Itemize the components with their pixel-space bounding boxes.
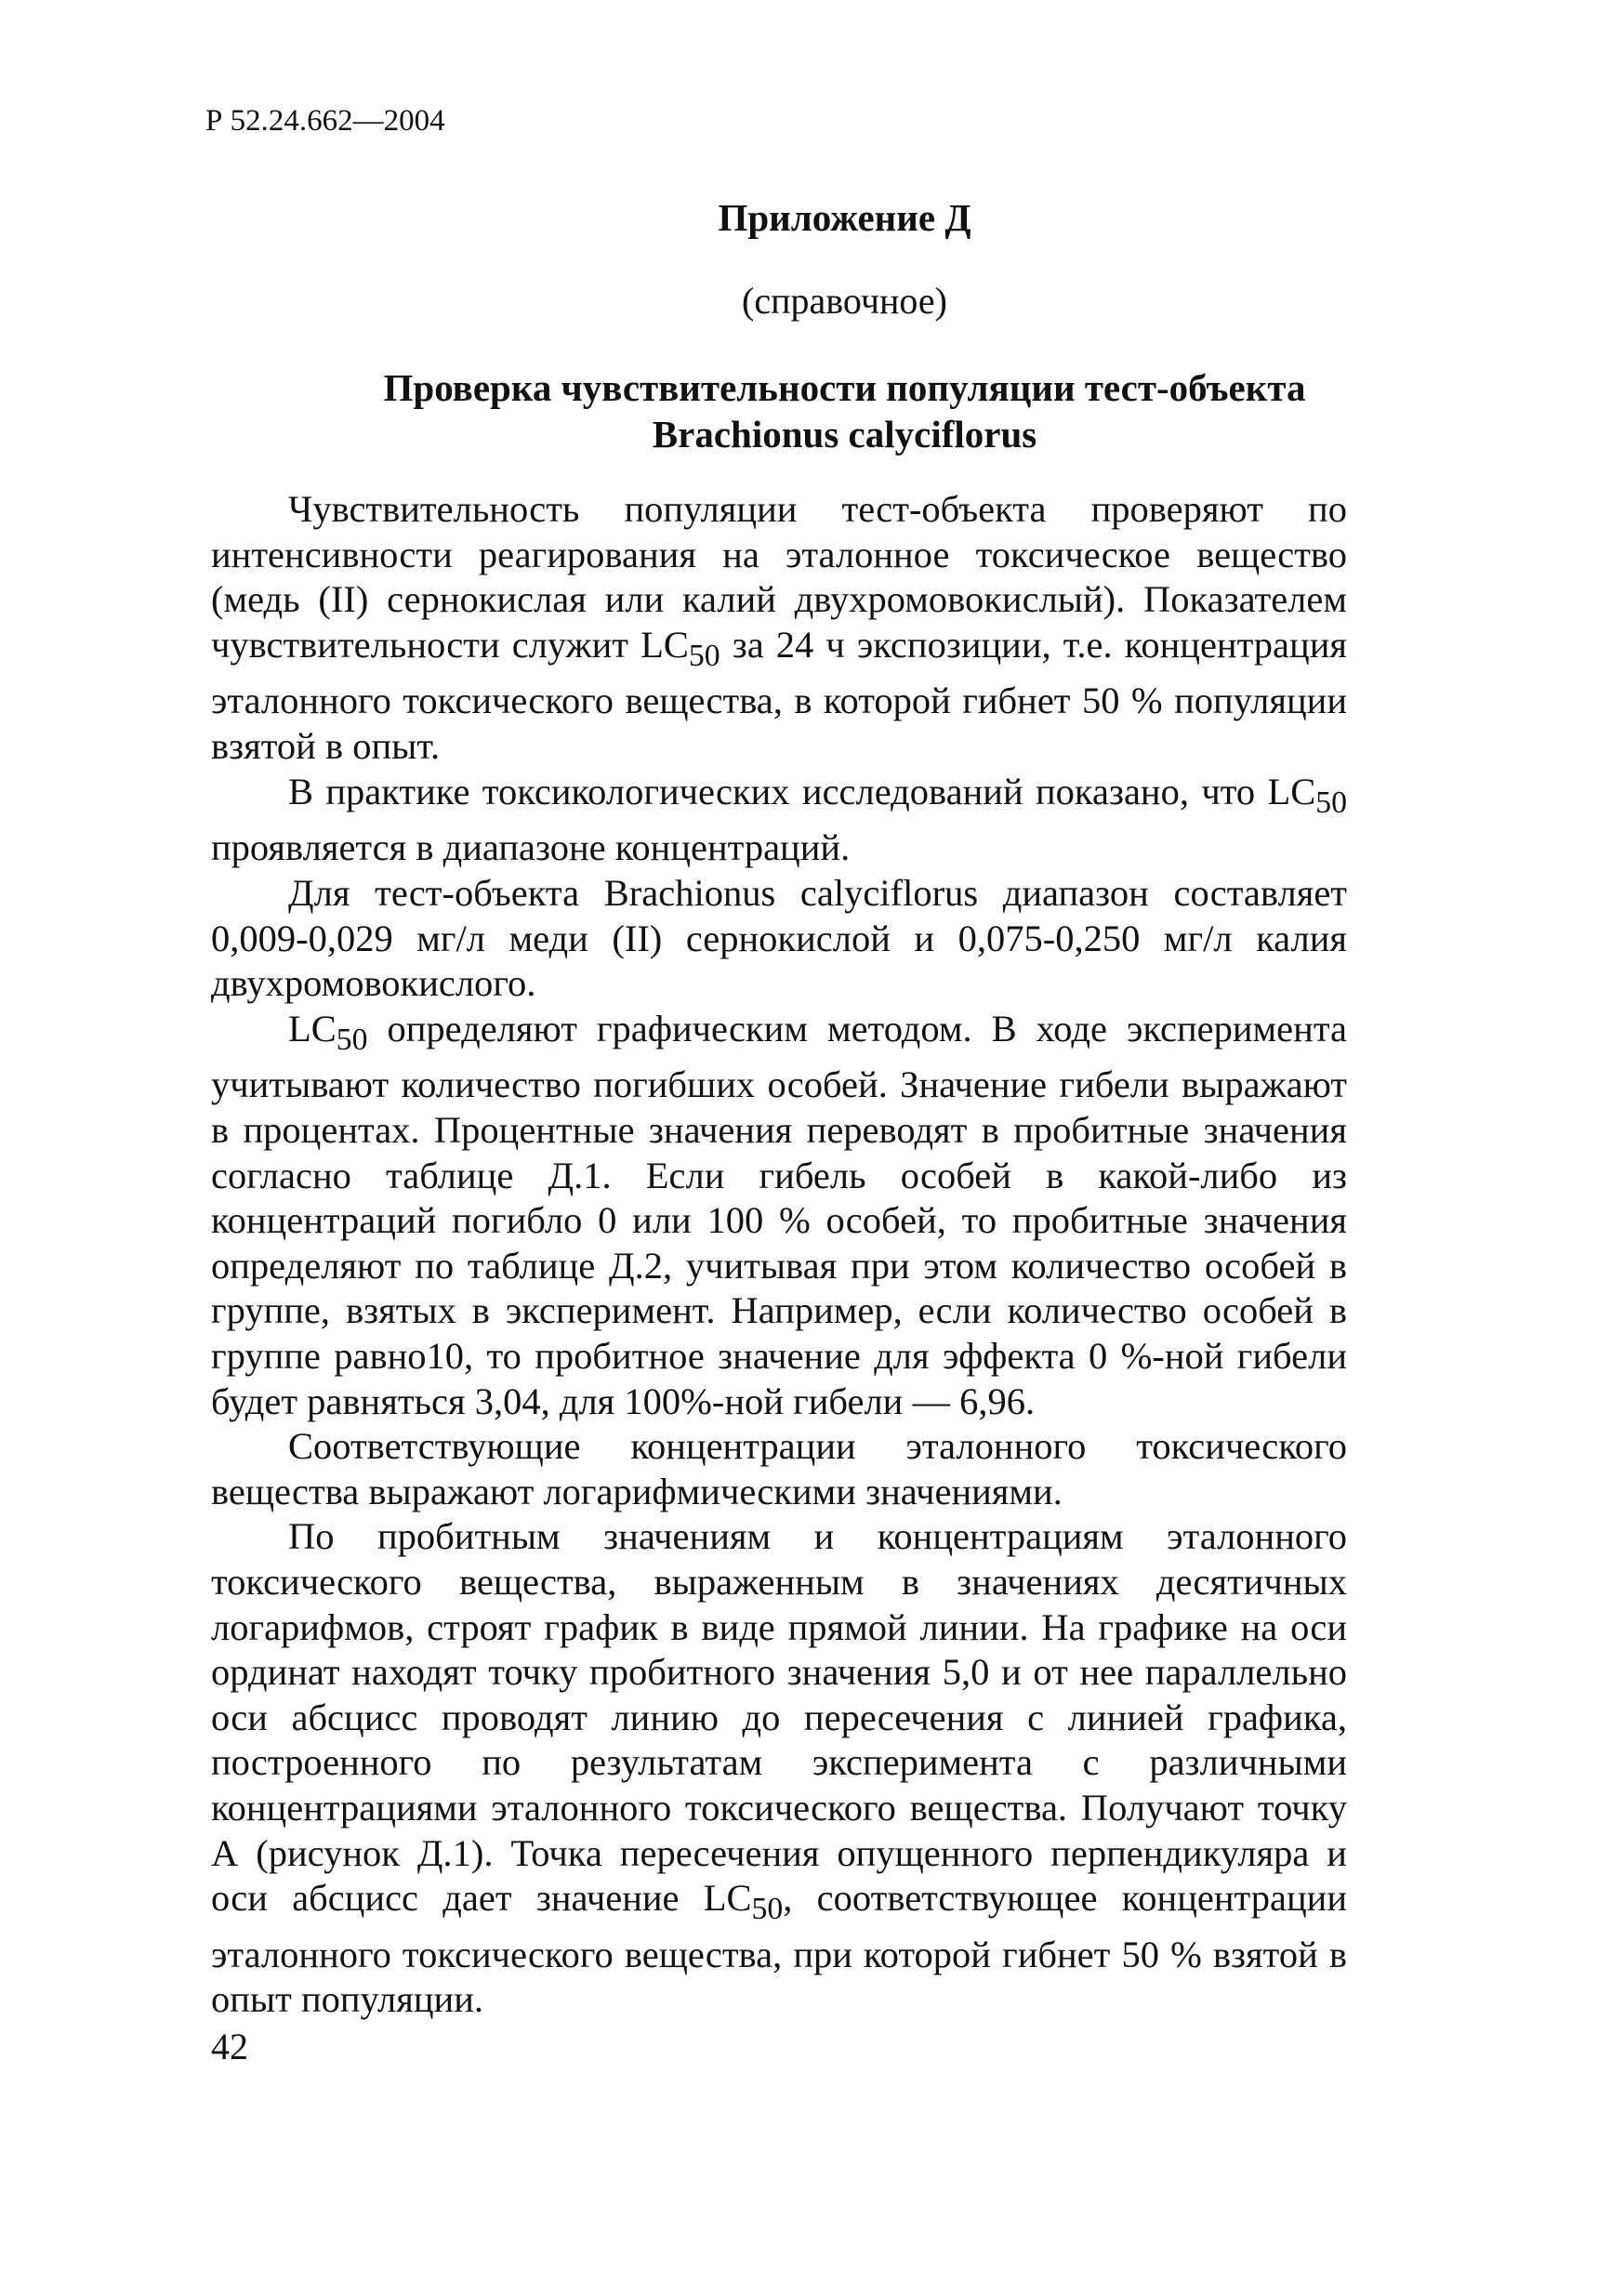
paragraph-text: определяют графическим методом. В ходе эксперимента учитывают количество погибших особей. Значение гибели выражают в процентах. Процентные значения переводят в пробитные значения согласно таблице Д.1. Если гибель особей в какой-либо из концентраций погибло 0 или 100 % особей, то пробитные значения определяют по таблице Д.2, учитывая при этом количество особей в группе, взятых в эксперимент. Например, если количество особей в группе равно10, то пробитное значение для эффекта 0 %-ной гибели будет равняться 3,04, для 100%-ной гибели — 6,96. [211, 1007, 1347, 1422]
paragraph-practice [211, 770, 1347, 871]
paragraph-text: проявляется в диапазоне концентраций. [211, 826, 851, 869]
appendix-title: Приложение Д [718, 196, 971, 239]
subscript: 50 [1315, 785, 1347, 820]
paragraph-text: LC [288, 1007, 337, 1050]
section-heading-line-1: Проверка чувствительности популяции тест-объекта [383, 366, 1306, 409]
paragraph-text: Для тест-объекта Brachionus calyciflorus диапазон составляет 0,009-0,029 мг/л меди (II) сернокислой и 0,075-0,250 мг/л калия двухромовокислого. [211, 871, 1347, 1005]
paragraph-logarithms [211, 1424, 1347, 1514]
paragraph-sensitivity [211, 487, 1347, 770]
subscript: 50 [336, 1022, 368, 1057]
paragraph-text: Чувствительность популяции тест-объекта проверяют по интенсивности реагирования на эталонное токсическое вещество (медь (II) сернокислая или калий двухромовокислый). Показателем чувствительности служит LC [211, 488, 1347, 666]
paragraph-text: По пробитным значениям и концентрациям эталонного токсического вещества, выраженным в значениях десятичных логарифмов, строят график в виде прямой линии. На графике на оси ординат находят точку пробитного значения 5,0 и от нее параллельно оси абсцисс проводят линию до пересечения с линией графика, построенного по результатам эксперимента с различными концентрациями эталонного токсического вещества. Получают точку А (рисунок Д.1). Точка пересечения опущенного перпендикуляра и оси абсцисс дает значение LC [211, 1515, 1347, 1920]
document-code: Р 52.24.662—2004 [205, 104, 445, 138]
body-text [211, 487, 1347, 2023]
subscript: 50 [751, 1892, 784, 1927]
paragraph-text: В практике токсикологических исследований показано, что LC [288, 770, 1316, 812]
paragraph-method [211, 1007, 1347, 1424]
paragraph-text: за 24 ч экспозиции, т.е. концентрация эталонного токсического вещества, в которой гибнет 50 % популяции взятой в опыт. [211, 623, 1347, 768]
paragraph-text: Соответствующие концентрации эталонного токсического вещества выражают логарифмическими значениями. [211, 1425, 1347, 1512]
paragraph-range [211, 871, 1347, 1007]
subscript: 50 [688, 638, 720, 673]
section-heading-line-2: Brachionus calyciflorus [652, 413, 1037, 456]
paragraph-text: , соответствующее концентрации эталонного токсического вещества, при которой гибнет 50 % взятой в опыт популяции. [211, 1877, 1347, 2021]
page-number: 42 [211, 2026, 248, 2067]
section-heading [0, 364, 1624, 457]
appendix-kind: (справочное) [742, 280, 947, 322]
paragraph-graph [211, 1514, 1347, 2023]
